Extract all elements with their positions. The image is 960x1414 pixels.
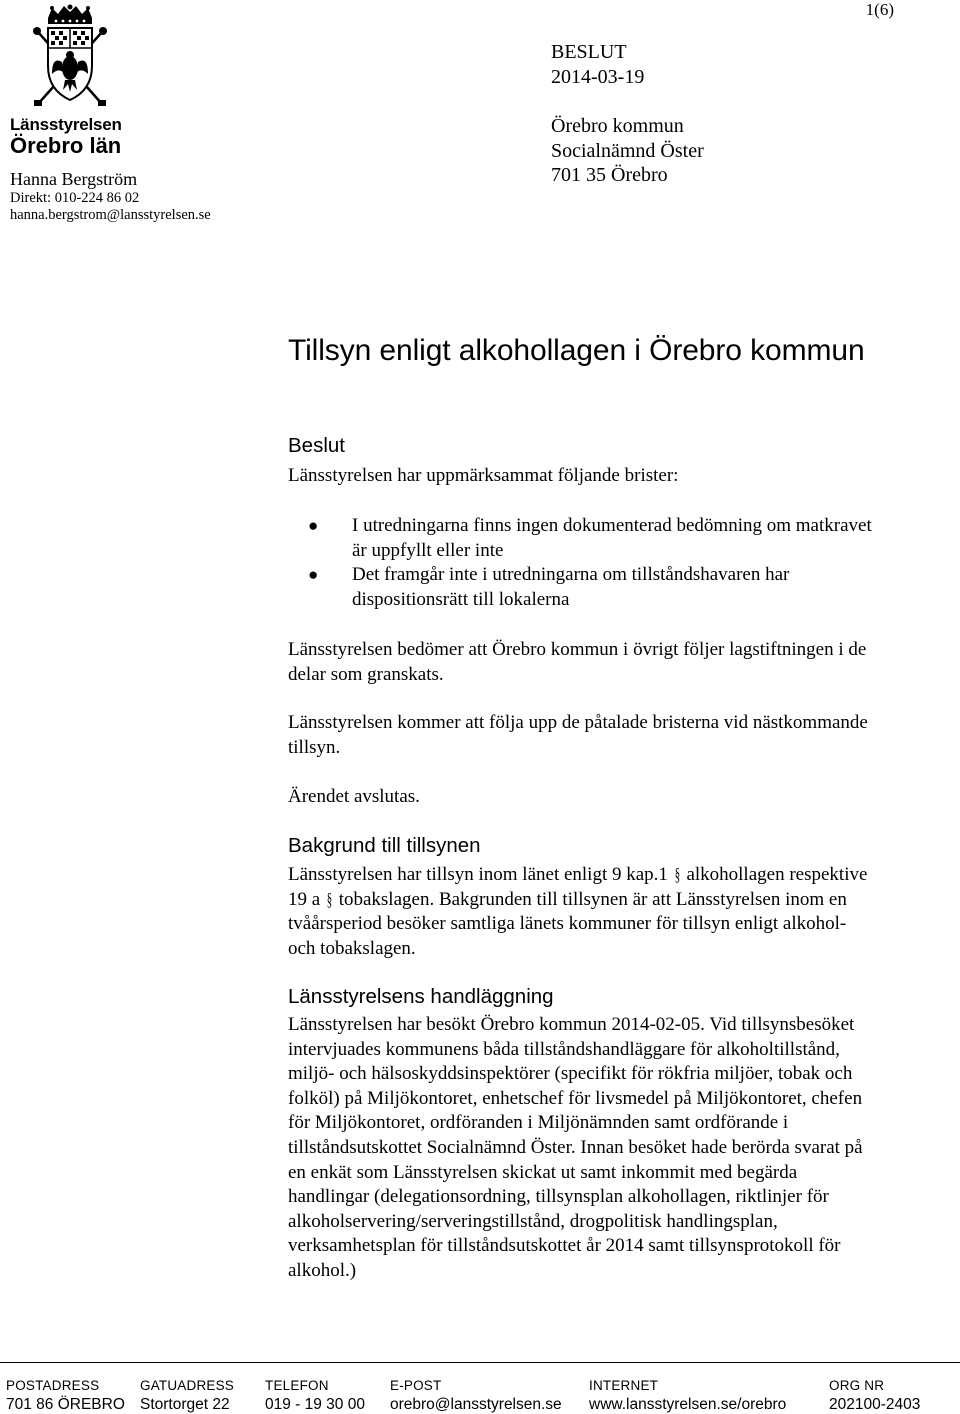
footer-label: TELEFON: [265, 1378, 329, 1393]
logo-wordmark: [10, 116, 122, 157]
footer-label: E-POST: [390, 1378, 442, 1393]
footer-value: 019 - 19 30 00: [265, 1396, 365, 1413]
beslut-intro: Länsstyrelsen har uppmärksammat följande brister:: [288, 465, 679, 486]
bakgrund-heading: Bakgrund till tillsynen: [288, 834, 481, 857]
beslut-heading: Beslut: [288, 434, 345, 457]
list-item-line: I utredningarna finns ingen dokumenterad bedömning om matkravet: [352, 515, 872, 536]
paragraph-line: Länsstyrelsen har besökt Örebro kommun 2014-02-05. Vid tillsynsbesöket: [288, 1014, 855, 1035]
paragraph-text: Länsstyrelsen har tillsyn inom länet enligt 9 kap.1: [288, 864, 668, 885]
sender-name: Hanna Bergström: [10, 169, 138, 189]
follow-up-paragraph: [288, 711, 948, 760]
paragraph-line: miljö- och hälsoskyddsinspektörer (specifikt för rökfria miljöer, tobak och: [288, 1063, 853, 1085]
paragraph-line: Länsstyrelsen kommer att följa upp de påtalade bristerna vid nästkommande: [288, 712, 868, 733]
footer-value: 701 86 ÖREBRO: [6, 1396, 125, 1413]
list-item-line: är uppfyllt eller inte: [352, 539, 504, 561]
document-date: 2014-03-19: [551, 65, 645, 88]
handlaggning-paragraph: [288, 1013, 948, 1284]
footer-email-link[interactable]: orebro@lansstyrelsen.se: [390, 1396, 562, 1413]
document-type: BESLUT: [551, 41, 627, 63]
list-item-line: dispositionsrätt till lokalerna: [352, 588, 570, 610]
assessment-paragraph: [288, 638, 948, 687]
paragraph-line: tvåårsperiod besöker samtliga länets kommuner för tillsyn enligt alkohol-: [288, 913, 847, 935]
paragraph-line: en enkät som Länsstyrelsen skickat ut samt inkommit med begärda: [288, 1161, 798, 1183]
handlaggning-heading: Länsstyrelsens handläggning: [288, 985, 554, 1008]
footer-gatuadress: [140, 1376, 234, 1414]
list-item: [308, 514, 958, 563]
footer-label: ORG NR: [829, 1378, 885, 1393]
bakgrund-paragraph: [288, 863, 948, 961]
list-item-line: Det framgår inte i utredningarna om tillståndshavaren har: [352, 564, 790, 586]
recipient-line-3: 701 35 Örebro: [551, 164, 668, 186]
paragraph-text: tobakslagen. Bakgrunden till tillsynen är att Länsstyrelsen inom en: [338, 888, 847, 910]
recipient-address: [551, 114, 704, 188]
footer-website-link[interactable]: www.lansstyrelsen.se/orebro: [589, 1396, 787, 1413]
recipient-line-1: Örebro kommun: [551, 115, 684, 137]
sender-block: [10, 168, 211, 224]
footer-label: GATUADRESS: [140, 1378, 235, 1393]
paragraph-line: alkohol.): [288, 1259, 357, 1281]
section-symbol: §: [326, 888, 333, 909]
footer-label: POSTADRESS: [6, 1378, 100, 1393]
paragraph-line: [288, 863, 948, 888]
paragraph-line: tillsyn.: [288, 736, 341, 758]
document-title: Tillsyn enligt alkohollagen i Örebro kommun: [288, 334, 865, 367]
footer-internet: [589, 1376, 786, 1414]
paragraph-line: alkoholservering/serveringstillstånd, drogpolitisk handlingsplan,: [288, 1210, 778, 1232]
document-info: [551, 40, 644, 89]
sender-phone: Direkt: 010-224 86 02: [10, 190, 140, 206]
paragraph-line: folköl) på Miljökontoret, enhetschef för livsmedel på Miljökontoret, chefen: [288, 1087, 863, 1109]
deficiency-list: [308, 514, 958, 612]
case-closed-paragraph: Ärendet avslutas.: [288, 786, 420, 807]
footer-epost: [390, 1376, 562, 1414]
paragraph-text: 19 a: [288, 888, 321, 910]
footer-value: 202100-2403: [829, 1396, 921, 1413]
paragraph-line: [288, 888, 948, 913]
recipient-line-2: Socialnämnd Öster: [551, 139, 704, 162]
paragraph-line: och tobakslagen.: [288, 937, 416, 959]
footer-telefon: [265, 1376, 365, 1414]
logo-line-2: Örebro län: [10, 133, 122, 158]
logo-line-1: Länsstyrelsen: [10, 115, 122, 134]
footer-divider: [0, 1362, 960, 1363]
paragraph-line: intervjuades kommunens båda tillståndshandläggare för alkoholtillstånd,: [288, 1038, 840, 1060]
footer-postadress: [6, 1376, 125, 1414]
paragraph-line: Länsstyrelsen bedömer att Örebro kommun i övrigt följer lagstiftningen i de: [288, 639, 867, 660]
section-symbol: §: [674, 864, 680, 884]
footer-orgnr: [829, 1376, 920, 1414]
paragraph-line: verksamhetsplan för tillståndsutskottet år 2014 samt tillsynsprotokoll för: [288, 1235, 841, 1257]
footer-label: INTERNET: [589, 1378, 659, 1393]
bullet-icon: ●: [308, 565, 319, 585]
list-item: [308, 563, 958, 612]
footer-value: Stortorget 22: [140, 1396, 230, 1413]
paragraph-text: alkohollagen respektive: [686, 864, 868, 885]
sender-email: hanna.bergstrom@lansstyrelsen.se: [10, 207, 211, 223]
bullet-icon: ●: [308, 516, 319, 535]
paragraph-line: handlingar (delegationsordning, tillsynsplan alkohollagen, riktlinjer för: [288, 1186, 829, 1208]
paragraph-line: för Miljökontoret, ordföranden i Miljönämnden samt ordförande i: [288, 1112, 789, 1134]
paragraph-line: delar som granskats.: [288, 663, 444, 685]
paragraph-line: tillståndsutskottet Socialnämnd Öster. Innan besöket hade berörda svarat på: [288, 1136, 863, 1158]
coat-of-arms-logo: [30, 4, 110, 112]
page-number: 1(6): [865, 0, 894, 19]
